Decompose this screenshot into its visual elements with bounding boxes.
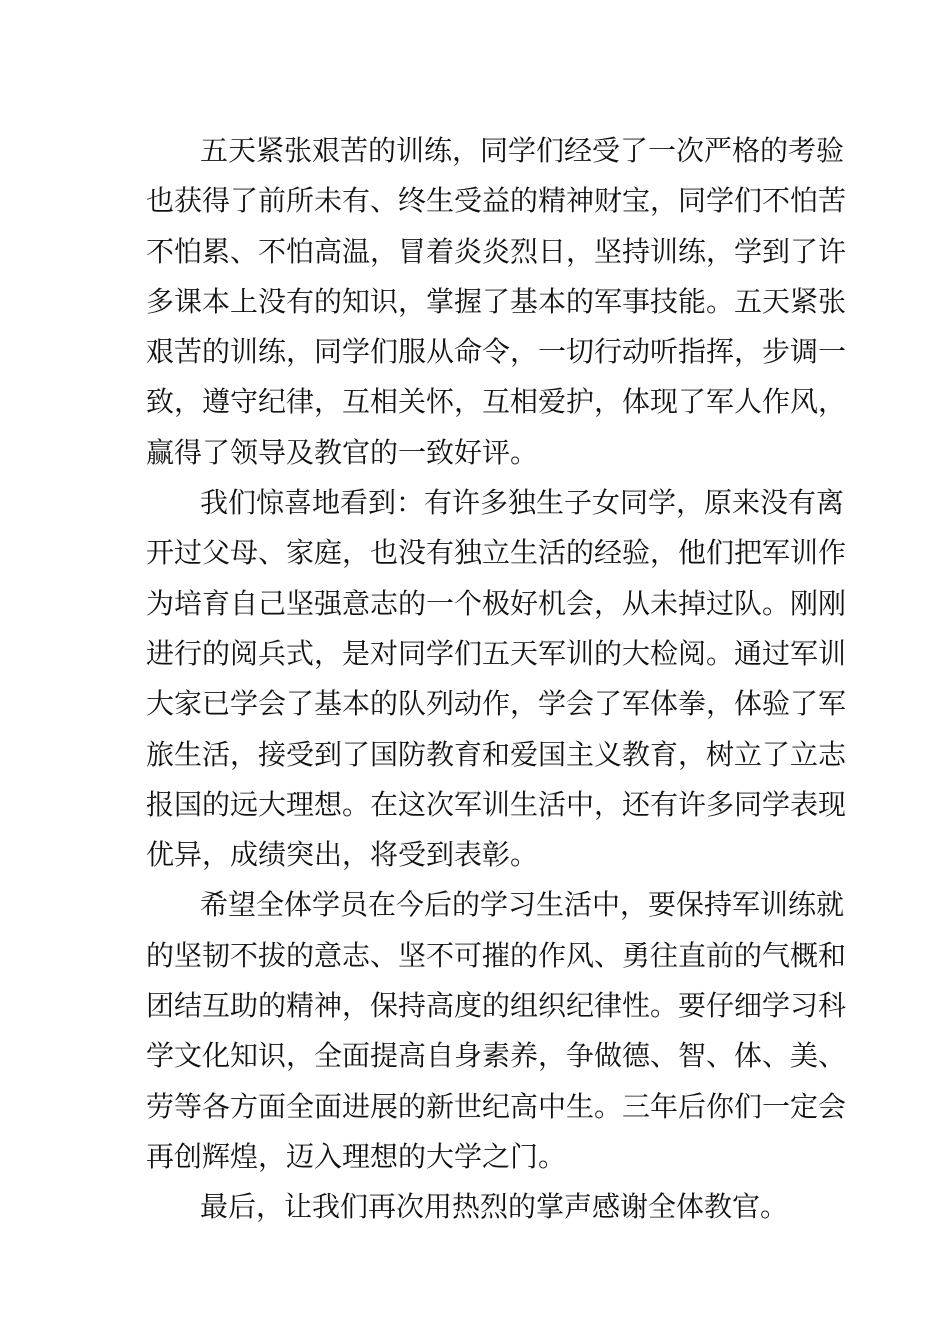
text-line: 也获得了前所未有、终生受益的精神财宝，同学们不怕苦 <box>146 184 847 218</box>
text-line: 旅生活，接受到了国防教育和爱国主义教育，树立了立志 <box>146 737 847 771</box>
text-line: 大家已学会了基本的队列动作，学会了军体拳，体验了军 <box>146 687 847 721</box>
paragraph-4 <box>146 1182 806 1232</box>
text-line: 再创辉煌，迈入理想的大学之门。 <box>146 1139 567 1173</box>
text-line: 多课本上没有的知识，掌握了基本的军事技能。五天紧张 <box>146 284 847 318</box>
text-line: 我们惊喜地看到：有许多独生子女同学，原来没有离 <box>200 486 845 520</box>
text-line: 不怕累、不怕高温，冒着炎炎烈日，坚持训练，学到了许 <box>146 234 847 268</box>
text-line: 优异，成绩突出，将受到表彰。 <box>146 838 539 872</box>
text-line: 赢得了领导及教官的一致好评。 <box>146 435 539 469</box>
text-line: 五天紧张艰苦的训练，同学们经受了一次严格的考验 <box>200 134 845 167</box>
text-line: 报国的远大理想。在这次军训生活中，还有许多同学表现 <box>146 787 847 821</box>
document-body <box>146 126 847 1233</box>
text-line: 团结互助的精神，保持高度的组织纪律性。要仔细学习科 <box>146 989 847 1023</box>
paragraph-3 <box>146 880 847 1182</box>
text-line: 的坚韧不拔的意志、坚不可摧的作风、勇往直前的气概和 <box>146 938 847 972</box>
text-line: 开过父母、家庭，也没有独立生活的经验，他们把军训作 <box>146 536 847 570</box>
text-line: 致，遵守纪律，互相关怀，互相爱护，体现了军人作风， <box>146 385 847 419</box>
text-line: 进行的阅兵式，是对同学们五天军训的大检阅。通过军训 <box>146 636 847 670</box>
text-line: 为培育自己坚强意志的一个极好机会，从未掉过队。刚刚 <box>146 586 847 620</box>
text-line: 最后，让我们再次用热烈的掌声感谢全体教官。 <box>200 1190 789 1224</box>
text-line: 希望全体学员在今后的学习生活中，要保持军训练就 <box>200 888 845 922</box>
text-line: 艰苦的训练，同学们服从命令，一切行动听指挥，步调一 <box>146 335 847 369</box>
text-line: 劳等各方面全面进展的新世纪高中生。三年后你们一定会 <box>146 1089 847 1123</box>
text-line: 学文化知识，全面提高自身素养，争做德、智、体、美、 <box>146 1039 847 1073</box>
paragraph-2 <box>146 478 847 880</box>
paragraph-1 <box>146 126 847 478</box>
